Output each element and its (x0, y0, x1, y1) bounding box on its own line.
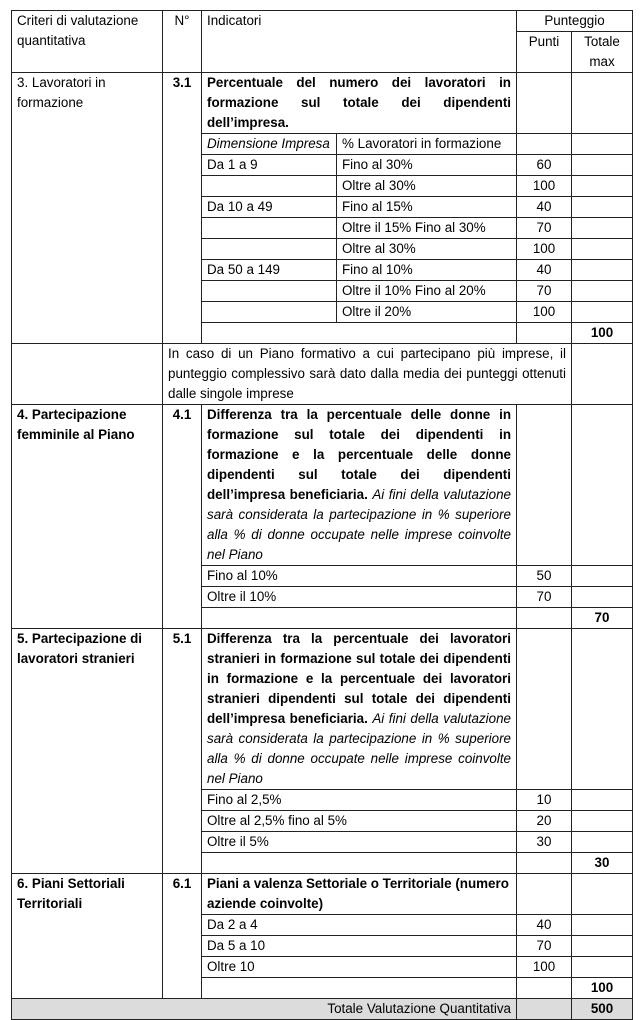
row-range: Fino al 10% (202, 566, 517, 587)
header-row (12, 11, 633, 32)
row-size: Da 1 a 9 (202, 155, 337, 176)
section4-intro-row (12, 405, 633, 566)
row-points: 70 (517, 936, 572, 957)
section5-criterion: 5. Partecipazione di lavoratori stranieri (12, 629, 163, 874)
row-size (202, 218, 337, 239)
grand-total-row (12, 999, 633, 1020)
section6-total-max: 100 (572, 978, 633, 999)
section3-intro-total (572, 73, 633, 134)
row-range: Da 2 a 4 (202, 915, 517, 936)
header-total-max: Totale max (572, 32, 633, 73)
row-range: Oltre il 10% (202, 587, 517, 608)
header-criteria: Criteri di valutazione quantitativa (12, 11, 163, 73)
row-points: 100 (517, 957, 572, 978)
section3-number: 3.1 (163, 73, 202, 344)
row-range: Oltre il 20% (337, 302, 517, 323)
row-points: 50 (517, 566, 572, 587)
row-range: Fino al 10% (337, 260, 517, 281)
row-points: 40 (517, 197, 572, 218)
section6-criterion: 6. Piani Settoriali Territoriali (12, 874, 163, 999)
section3-subheader-percent: % Lavoratori in formazione (337, 134, 517, 155)
section5-description (202, 629, 517, 790)
grand-total-label: Totale Valutazione Quantitativa (12, 999, 517, 1020)
row-size (202, 281, 337, 302)
section3-intro-points (517, 73, 572, 134)
row-range: Fino al 30% (337, 155, 517, 176)
section6-description: Piani a valenza Settoriale o Territoriale (numero aziende coinvolte) (202, 874, 517, 915)
section5-total-max: 30 (572, 853, 633, 874)
section4-criterion: 4. Partecipazione femminile al Piano (12, 405, 163, 629)
header-points: Punti (517, 32, 572, 73)
row-points: 70 (517, 587, 572, 608)
row-range: Oltre il 10% Fino al 20% (337, 281, 517, 302)
row-points: 40 (517, 260, 572, 281)
section3-subheader-size: Dimensione Impresa (202, 134, 337, 155)
section6-intro-row (12, 874, 633, 915)
section4-total-max: 70 (572, 608, 633, 629)
section5-intro-row (12, 629, 633, 790)
section6-number: 6.1 (163, 874, 202, 999)
row-points: 70 (517, 281, 572, 302)
evaluation-table (11, 10, 633, 1020)
row-range: Oltre il 5% (202, 832, 517, 853)
note-row (12, 344, 633, 405)
row-points: 10 (517, 790, 572, 811)
section4-description (202, 405, 517, 566)
row-points: 60 (517, 155, 572, 176)
row-range: Fino al 15% (337, 197, 517, 218)
section5-number: 5.1 (163, 629, 202, 874)
section3-criterion: 3. Lavoratori in formazione (12, 73, 163, 344)
row-points: 100 (517, 176, 572, 197)
row-size (202, 302, 337, 323)
section3-total-max: 100 (572, 323, 633, 344)
header-number: N° (163, 11, 202, 73)
grand-total-value: 500 (572, 999, 633, 1020)
row-range: Oltre al 30% (337, 239, 517, 260)
section3-intro-row (12, 73, 633, 134)
row-range: Oltre 10 (202, 957, 517, 978)
row-size: Da 50 a 149 (202, 260, 337, 281)
row-size: Da 10 a 49 (202, 197, 337, 218)
row-points: 70 (517, 218, 572, 239)
row-points: 30 (517, 832, 572, 853)
note-text: In caso di un Piano formativo a cui partecipano più imprese, il punteggio complessivo sarà dato dalla media dei punteggi ottenuti dalle singole imprese (163, 344, 572, 405)
row-size (202, 239, 337, 260)
row-points: 40 (517, 915, 572, 936)
section5-description-bold: Differenza tra la percentuale dei lavoratori stranieri in formazione sul totale dei dipendenti in formazione e la percentuale dei lavoratori stranieri dipendenti sul totale dei dipendenti dell’impresa beneficiaria. (207, 631, 511, 726)
section5-description-italic: Ai fini della valutazione sarà considerata la partecipazione in % superiore alla % di donne occupate nelle imprese coinvolte nel Piano (207, 711, 511, 786)
row-range: Oltre il 15% Fino al 30% (337, 218, 517, 239)
row-points: 100 (517, 302, 572, 323)
header-score-group: Punteggio (517, 11, 633, 32)
row-range: Oltre al 2,5% fino al 5% (202, 811, 517, 832)
section3-description: Percentuale del numero dei lavoratori in formazione sul totale dei dipendenti dell’impresa. (202, 73, 517, 134)
row-range: Oltre al 30% (337, 176, 517, 197)
row-points: 20 (517, 811, 572, 832)
grand-total-points (517, 999, 572, 1020)
section4-description-italic: Ai fini della valutazione sarà considerata la partecipazione in % superiore alla % di donne occupate nelle imprese coinvolte nel Piano (207, 487, 511, 562)
section4-number: 4.1 (163, 405, 202, 629)
header-indicators: Indicatori (202, 11, 517, 73)
row-range: Da 5 a 10 (202, 936, 517, 957)
row-size (202, 176, 337, 197)
row-range: Fino al 2,5% (202, 790, 517, 811)
section4-description-bold: Differenza tra la percentuale delle donne in formazione sul totale dei dipendenti in formazione e la percentuale delle donne dipendenti sul totale dei dipendenti dell’impresa beneficiaria. (207, 407, 511, 502)
row-points: 100 (517, 239, 572, 260)
